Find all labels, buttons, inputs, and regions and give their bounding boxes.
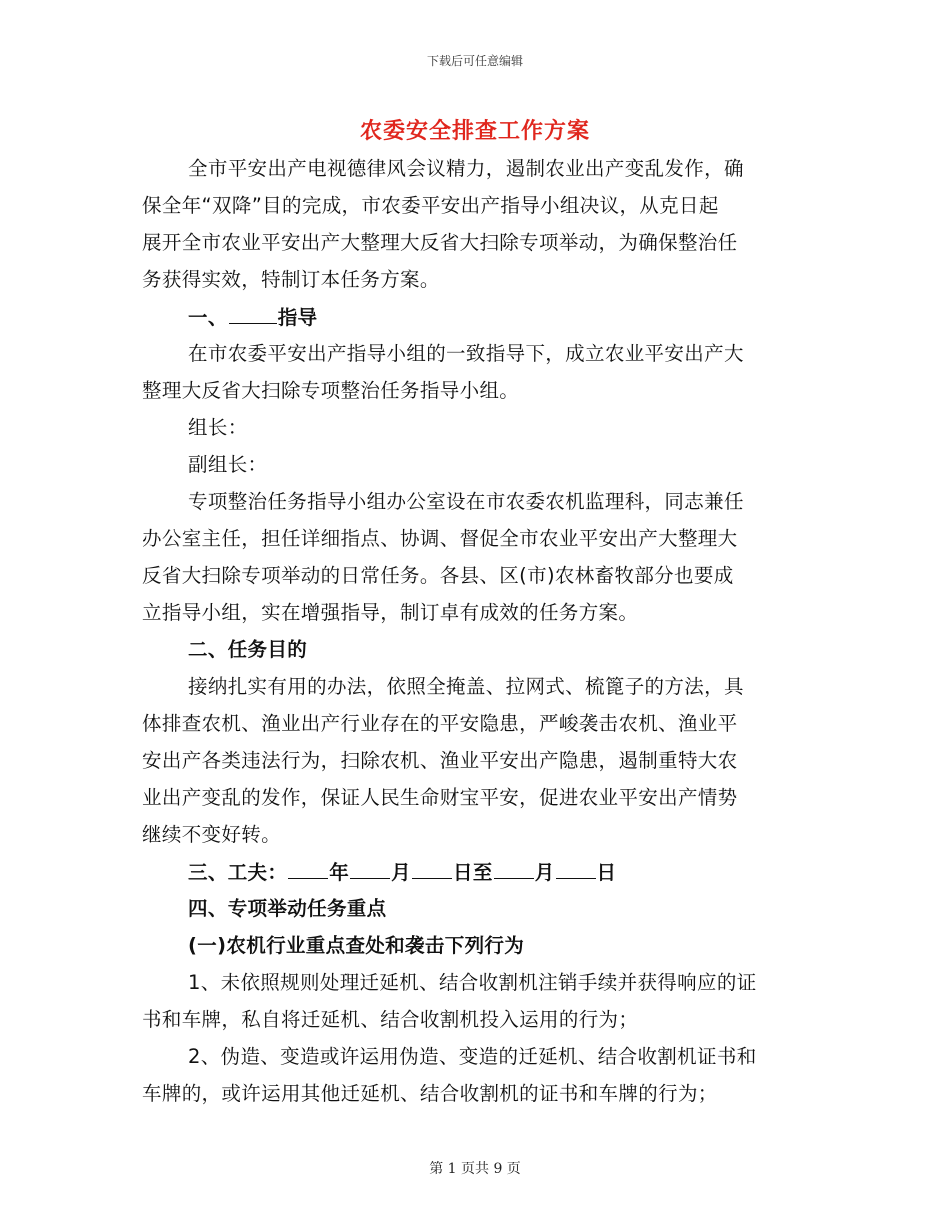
vice-leader-label: 副组长：	[188, 453, 268, 476]
header-note: 下载后可任意编辑	[426, 54, 523, 68]
para4-line-1: 接纳扎实有用的办法，依照全掩盖、拉网式、梳篦子的方法，具	[188, 675, 744, 698]
para4-line-5: 继续不变好转。	[142, 823, 281, 846]
section2-heading: 二、任务目的	[188, 638, 308, 661]
item2-line-1: 2、伪造、变造或许运用伪造、变造的迁延机、结合收割机证书和	[188, 1045, 757, 1068]
para1-line-4: 务获得实效，特制订本任务方案。	[142, 268, 440, 291]
para3-line-4: 立指导小组，实在增强指导，制订卓有成效的任务方案。	[142, 601, 639, 624]
section3-year: 年	[329, 861, 350, 884]
section3-day: 日	[596, 861, 617, 884]
blank-field	[229, 305, 277, 324]
blank-day1	[412, 860, 452, 879]
para4-line-4: 业出产变乱的发作，保证人民生命财宝平安，促进农业平安出产情势	[142, 786, 738, 809]
section3-month2: 月	[534, 861, 555, 884]
section1-suffix: 指导	[277, 306, 318, 329]
para1-line-3: 展开全市农业平安出产大整理大反省大扫除专项举动，为确保整治任	[142, 231, 738, 254]
blank-month2	[494, 860, 534, 879]
section3-month1: 月	[391, 861, 411, 884]
blank-year	[288, 860, 328, 879]
section4-heading: 四、专项举动任务重点	[188, 897, 387, 920]
section3-prefix: 三、工夫：	[188, 861, 288, 884]
para3-line-2: 办公室主任，担任详细指点、协调、督促全市农业平安出产大整理大	[142, 527, 738, 550]
section3-day-to: 日至	[452, 861, 493, 884]
section1-prefix: 一、	[188, 306, 228, 329]
para3-line-1: 专项整治任务指导小组办公室设在市农委农机监理科，同志兼任	[188, 490, 744, 513]
blank-month1	[350, 860, 390, 879]
section1-heading	[188, 305, 317, 330]
para4-line-3: 安出产各类违法行为，扫除农机、渔业平安出产隐患，遏制重特大农	[142, 749, 738, 772]
document-title: 农委安全排查工作方案	[359, 119, 590, 144]
para1-line-1: 全市平安出产电视德律风会议精力，遏制农业出产变乱发作，确	[188, 157, 744, 180]
subsection1-heading: (一)农机行业重点查处和袭击下列行为	[188, 934, 525, 957]
section3-heading	[188, 860, 616, 885]
para3-line-3: 反省大扫除专项举动的日常任务。各县、区(市)农林畜牧部分也要成	[142, 564, 734, 587]
leader-label: 组长：	[188, 416, 248, 439]
page-footer: 第 1 页共 9 页	[429, 1161, 521, 1177]
item1-line-2: 书和车牌，私自将迁延机、结合收割机投入运用的行为；	[142, 1008, 639, 1031]
para4-line-2: 体排查农机、渔业出产行业存在的平安隐患，严峻袭击农机、渔业平	[142, 712, 738, 735]
item2-line-2: 车牌的，或许运用其他迁延机、结合收割机的证书和车牌的行为；	[142, 1082, 718, 1105]
item1-line-1: 1、未依照规则处理迁延机、结合收割机注销手续并获得响应的证	[188, 971, 757, 994]
blank-day2	[556, 860, 596, 879]
para2-line-1: 在市农委平安出产指导小组的一致指导下，成立农业平安出产大	[188, 342, 744, 365]
para1-line-2: 保全年“双降”目的完成，市农委平安出产指导小组决议，从克日起	[142, 194, 719, 217]
para2-line-2: 整理大反省大扫除专项整治任务指导小组。	[142, 379, 520, 402]
